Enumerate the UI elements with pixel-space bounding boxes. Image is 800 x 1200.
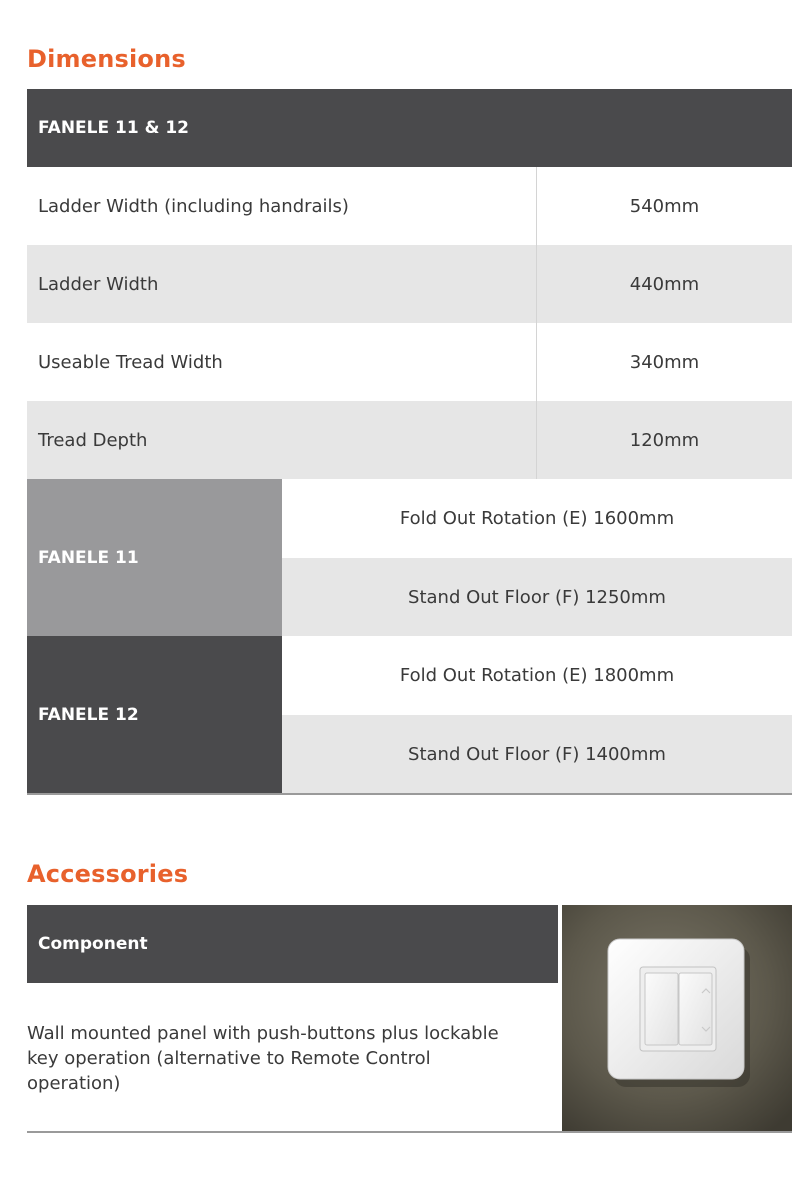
table-row (27, 245, 792, 323)
model-block-fanele-12 (27, 636, 792, 795)
component-description: Wall mounted panel with push-buttons plus lockable key operation (alternative to Remote Control operation) (27, 1022, 499, 1094)
table-divider (27, 1131, 792, 1133)
table-row (27, 323, 792, 401)
spec-label: Ladder Width (27, 245, 537, 323)
switch-panel-image (562, 905, 792, 1132)
stand-out-floor: Stand Out Floor (F) 1400mm (282, 715, 792, 793)
spec-value: 440mm (629, 273, 700, 295)
table-row (27, 167, 792, 245)
table-row (27, 401, 792, 479)
accessories-title: Accessories (27, 860, 189, 888)
fold-out-rotation: Fold Out Rotation (E) 1800mm (282, 636, 792, 715)
spec-value: 340mm (629, 351, 700, 373)
spec-label: Ladder Width (including handrails) (27, 167, 537, 245)
accessories-table (27, 905, 558, 1133)
fold-out-rotation: Fold Out Rotation (E) 1600mm (282, 479, 792, 558)
wall-switch-panel-photo (562, 905, 792, 1132)
spec-label: Tread Depth (27, 401, 537, 479)
model-spec-rows (282, 636, 792, 793)
dimensions-title: Dimensions (27, 45, 186, 73)
dimensions-table (27, 89, 792, 795)
spec-value: 540mm (629, 195, 700, 217)
model-block-fanele-11 (27, 479, 792, 636)
accessories-table-header: Component (27, 905, 558, 983)
model-name: FANELE 11 (27, 479, 282, 636)
spec-value: 120mm (629, 429, 700, 451)
model-name: FANELE 12 (27, 636, 282, 793)
stand-out-floor: Stand Out Floor (F) 1250mm (282, 558, 792, 636)
model-spec-rows (282, 479, 792, 636)
spec-label: Useable Tread Width (27, 323, 537, 401)
dimensions-table-header: FANELE 11 & 12 (27, 89, 792, 167)
